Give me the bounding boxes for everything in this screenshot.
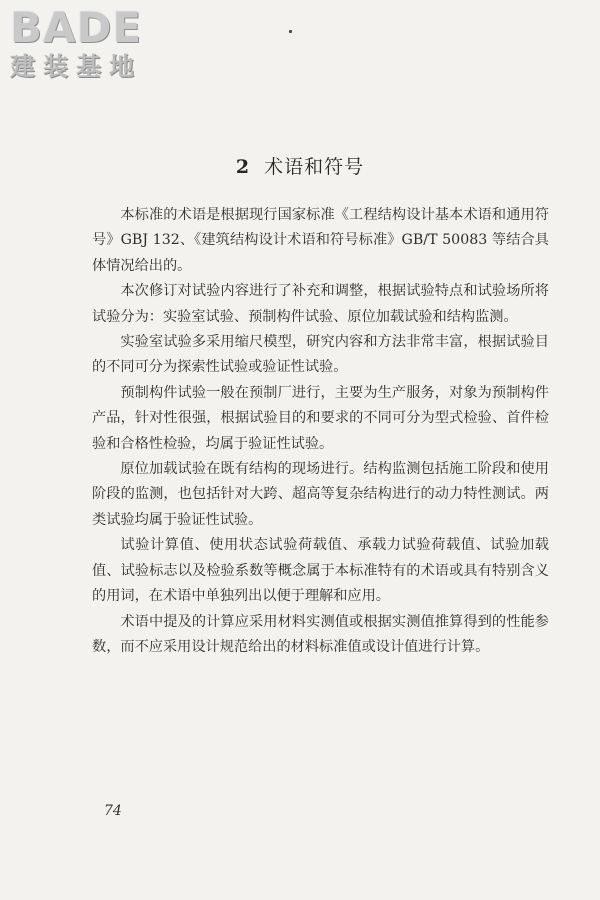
section-title: 术语和符号 (264, 156, 365, 178)
section-heading (0, 152, 600, 179)
scan-speck (289, 30, 292, 33)
paragraph: 试验计算值、使用状态试验荷载值、承载力试验荷载值、试验加载值、试验标志以及检验系数等概念属于本标准特有的术语或具有特别含义的用词，在术语中单独列出以便于理解和应用。 (92, 537, 549, 605)
paragraph: 实验室试验多采用缩尺模型，研究内容和方法非常丰富，根据试验目的不同可分为探索性试验或验证性试验。 (92, 334, 549, 376)
logo-text-en: BADE (10, 3, 143, 52)
paragraph: 预制构件试验一般在预制厂进行，主要为生产服务，对象为预制构件产品，针对性很强，根据试验目的和要求的不同可分为型式检验、首件检验和合格性检验，均属于验证性试验。 (92, 384, 549, 452)
section-number: 2 (235, 156, 251, 178)
paragraph: 本标准的术语是根据现行国家标准《工程结构设计基本术语和通用符号》GBJ 132、《建筑结构设计术语和符号标准》GB/T 50083 等结合具体情况给出的。 (92, 207, 549, 274)
paragraph: 术语中提及的计算应采用材料实测值或根据实测值推算得到的性能参数，而不应采用设计规范给出的材料标准值或设计值进行计算。 (92, 613, 549, 655)
logo-text-cn: 建装基地 (10, 52, 143, 81)
page-number: 74 (104, 803, 122, 819)
paragraph: 本次修订对试验内容进行了补充和调整，根据试验特点和试验场所将试验分为：实验室试验、预制构件试验、原位加载试验和结构监测。 (92, 283, 549, 325)
body-text (92, 203, 549, 660)
bade-logo (10, 3, 175, 88)
paragraph: 原位加载试验在既有结构的现场进行。结构监测包括施工阶段和使用阶段的监测，也包括针对大跨、超高等复杂结构进行的动力特性测试。两类试验均属于验证性试验。 (92, 461, 549, 528)
